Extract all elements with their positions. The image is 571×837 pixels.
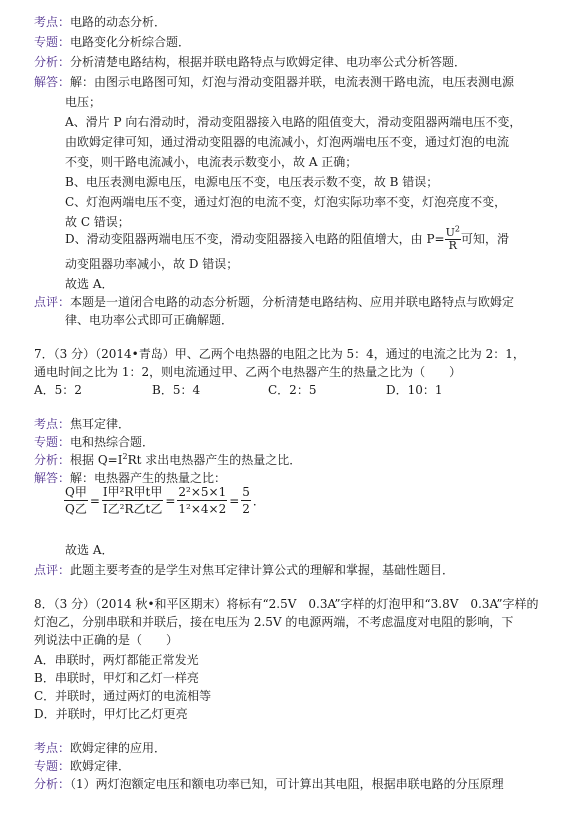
q7-fenxi xyxy=(34,452,301,468)
q8-option-c: C．并联时，通过两灯的电流相等 xyxy=(34,689,212,703)
q6-jieda xyxy=(34,74,514,90)
label-zhuanti: 专题： xyxy=(34,435,71,449)
q8-kaodian xyxy=(34,740,166,756)
label-jieda: 解答： xyxy=(34,471,71,485)
q7-fenxi-exponent: 2 xyxy=(122,452,128,461)
equation-result-denominator: 2 xyxy=(242,502,250,516)
label-kaodian: 考点： xyxy=(34,741,71,755)
equation-result xyxy=(241,484,251,517)
q6-dianping xyxy=(34,294,514,310)
equation-period: ． xyxy=(252,494,265,508)
q7-fenxi-after: Rt 求出电热器产生的热量之比． xyxy=(127,453,302,467)
q8-stem-line: 灯泡乙，分别串联和并联后，接在电压为 2.5V 的电源两端，不考虑温度对电阻的影响，下 xyxy=(34,615,514,629)
q6-jieda-line: 解：由图示电路图可知，灯泡与滑动变阻器并联，电流表测干路电流，电压表测电源 xyxy=(70,75,515,89)
q6-jieda-line: 由欧姆定律可知，通过滑动变阻器的电流减小，灯泡两端电压不变，通过灯泡的电流 xyxy=(65,135,510,149)
equation-formula xyxy=(102,484,163,517)
q6-fenxi-text: 分析清楚电路结构，根据并联电路特点与欧姆定律、电功率公式分析答题． xyxy=(70,55,467,69)
q6-fenxi xyxy=(34,54,466,70)
power-formula-fraction xyxy=(445,224,461,252)
q6-jieda-line: 不变，则干路电流减小，电流表示数变小，故 A 正确； xyxy=(65,155,358,169)
q6-jieda-line: A、滑片 P 向右滑动时，滑动变阻器接入电路的阻值变大，滑动变阻器两端电压不变， xyxy=(65,115,522,129)
q6-dianping-line: 律、电功率公式即可正确解题． xyxy=(65,313,234,327)
label-dianping: 点评： xyxy=(34,295,71,309)
q8-stem-line: 8．（3 分）（2014 秋•和平区期末）将标有“2.5V 0.3A”字样的灯泡甲和“3.8V 0.3A”字样的 xyxy=(34,597,539,611)
q6-d-before: D、滑动变阻器两端电压不变，滑动变阻器接入电路的阻值增大，由 P= xyxy=(65,232,445,246)
q7-option-b: B．5：4 xyxy=(152,383,201,397)
q7-option-d: D．10：1 xyxy=(386,383,443,397)
q6-option-d-line xyxy=(65,226,509,252)
q7-option-c: C．2：5 xyxy=(268,383,317,397)
q8-option-d: D．并联时，甲灯比乙灯更亮 xyxy=(34,707,188,721)
equation-substitution xyxy=(177,484,227,517)
equation-formula-denominator: I乙²R乙t乙 xyxy=(102,502,163,516)
label-kaodian: 考点： xyxy=(34,417,71,431)
q6-jieda-line: B、电压表测电源电压，电源电压不变，电压表示数不变，故 B 错误； xyxy=(65,175,439,189)
fraction-numerator-exponent: 2 xyxy=(454,224,460,234)
q8-stem-line: 列说法中正确的是（ ） xyxy=(34,633,179,647)
label-fenxi: 分析： xyxy=(34,55,71,69)
label-fenxi: 分析： xyxy=(34,453,71,467)
equation-substitution-denominator: 1²×4×2 xyxy=(178,502,227,516)
q8-option-a: A．串联时，两灯都能正常发光 xyxy=(34,653,199,667)
q8-option-b: B．串联时，甲灯和乙灯一样亮 xyxy=(34,671,199,685)
q6-jieda-line: C、灯泡两端电压不变，通过灯泡的电流不变，灯泡实际功率不变，灯泡亮度不变， xyxy=(65,195,507,209)
equation-substitution-numerator: 2²×5×1 xyxy=(178,485,227,499)
q7-heat-ratio-equation xyxy=(64,484,267,517)
q7-jieda-text: 解：电热器产生的热量之比： xyxy=(70,471,227,485)
q7-kaodian-text: 焦耳定律． xyxy=(70,417,131,431)
q7-option-a: A．5：2 xyxy=(34,383,82,397)
q7-stem-line: 通电时间之比为 1：2，则电流通过甲、乙两个电热器产生的热量之比为（ ） xyxy=(34,365,462,379)
q6-dianping-line: 本题是一道闭合电路的动态分析题，分析清楚电路结构、应用并联电路特点与欧姆定 xyxy=(70,295,515,309)
q8-zhuanti-text: 欧姆定律． xyxy=(70,759,131,773)
label-zhuanti: 专题： xyxy=(34,35,71,49)
label-dianping: 点评： xyxy=(34,563,71,577)
q7-kaodian xyxy=(34,416,130,432)
label-jieda: 解答： xyxy=(34,75,71,89)
q6-jieda-line: 电压； xyxy=(65,95,102,109)
equals-sign: = xyxy=(89,493,100,508)
q8-fenxi xyxy=(34,776,504,792)
q7-choice: 故选 A． xyxy=(65,543,114,557)
q6-d-after: 可知，滑 xyxy=(460,232,509,246)
label-fenxi: 分析： xyxy=(34,777,71,791)
q6-zhuanti xyxy=(34,34,190,50)
q6-choice: 故选 A． xyxy=(65,277,114,291)
q8-kaodian-text: 欧姆定律的应用． xyxy=(70,741,167,755)
q8-zhuanti xyxy=(34,758,130,774)
q6-kaodian-text: 电路的动态分析． xyxy=(70,15,167,29)
q7-dianping xyxy=(34,562,454,578)
q6-zhuanti-text: 电路变化分析综合题． xyxy=(70,35,191,49)
q7-fenxi-before: 根据 Q=I xyxy=(70,453,123,467)
q6-kaodian xyxy=(34,14,166,30)
equation-lhs-denominator: Q乙 xyxy=(65,502,87,516)
equation-result-numerator: 5 xyxy=(242,485,250,499)
label-zhuanti: 专题： xyxy=(34,759,71,773)
equation-lhs-numerator: Q甲 xyxy=(65,485,87,499)
q8-fenxi-text: （1）两灯泡额定电压和额电功率已知，可计算出其电阻，根据串联电路的分压原理 xyxy=(70,777,504,791)
q7-zhuanti-text: 电和热综合题． xyxy=(70,435,155,449)
q7-dianping-text: 此题主要考查的是学生对焦耳定律计算公式的理解和掌握，基础性题目． xyxy=(70,563,455,577)
equation-lhs xyxy=(64,484,88,517)
fraction-numerator-base: U xyxy=(445,226,455,239)
label-kaodian: 考点： xyxy=(34,15,71,29)
equation-formula-numerator: I甲²R甲t甲 xyxy=(102,485,163,499)
fraction-denominator: R xyxy=(448,239,457,252)
q6-jieda-line: 故 C 错误； xyxy=(65,215,130,229)
equals-sign: = xyxy=(165,493,176,508)
equals-sign: = xyxy=(229,493,240,508)
q6-d-line-2: 动变阻器功率减小，故 D 错误； xyxy=(65,257,239,271)
q7-zhuanti xyxy=(34,434,154,450)
q7-stem-line: 7．（3 分）（2014•青岛）甲、乙两个电热器的电阻之比为 5：4，通过的电流之比为 2：1， xyxy=(34,347,525,361)
